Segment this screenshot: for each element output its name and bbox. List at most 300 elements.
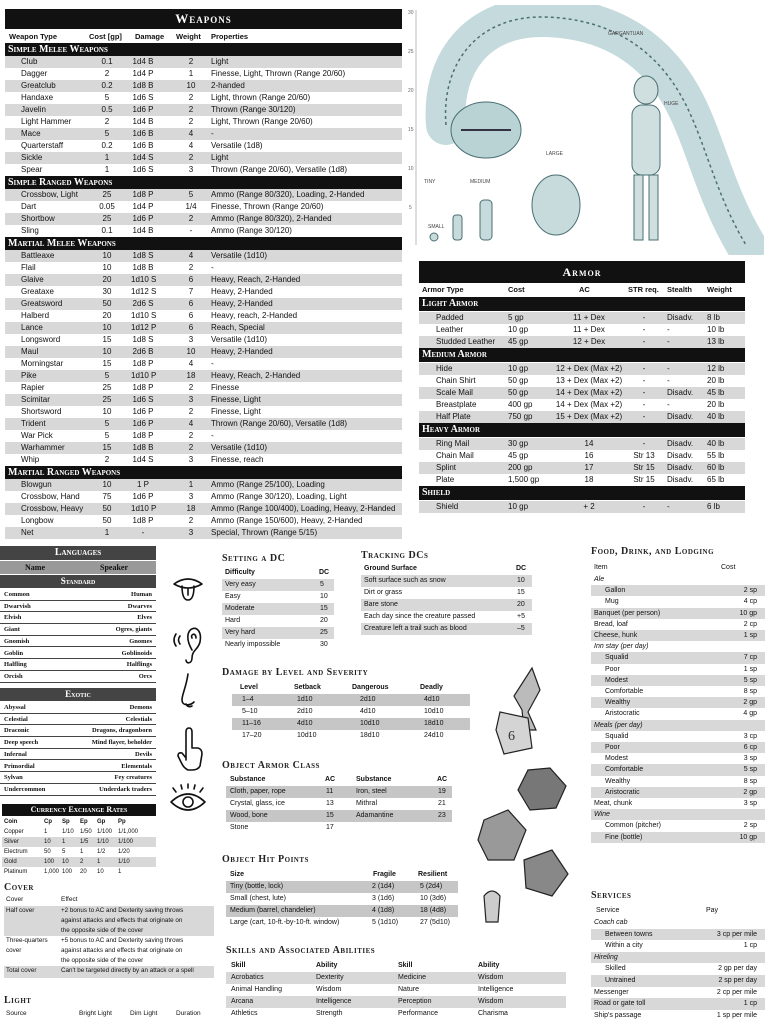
armor-ac: 12 + Dex [572, 337, 606, 346]
object-hp-header-row [222, 869, 458, 881]
weapon-cost: 1 [104, 153, 110, 162]
language-name: Elvish [4, 614, 22, 622]
services-cost: 2 gp per day [718, 965, 757, 973]
cover-effect: the opposite side of the cover [61, 957, 144, 964]
currency-header: Pp [118, 819, 126, 825]
armor-str: - [642, 502, 646, 511]
weapon-row [5, 406, 402, 418]
weapon-cost: 10 [102, 263, 112, 272]
food-header-row [591, 562, 765, 574]
object-ac-header-ac2: AC [437, 776, 448, 783]
languages-title: Languages [0, 546, 156, 560]
food-row [591, 720, 765, 731]
dc-row [222, 591, 334, 603]
weapon-damage: 2d6 B [132, 347, 154, 356]
currency-row [2, 847, 156, 857]
food-cost: 2 cp [743, 620, 757, 628]
language-speaker: Dragons, dragonborn [92, 727, 152, 735]
weapons-header-weight: Weight [176, 32, 201, 41]
weapon-damage: 2d6 S [132, 299, 154, 308]
weapon-cost: 0.2 [101, 81, 113, 90]
food-cost: 3 sp [743, 755, 757, 763]
dc-difficulty: Moderate [225, 605, 255, 612]
weapon-name: Warhammer [21, 443, 65, 452]
tracking-header-dc: DC [516, 565, 527, 572]
light-table [4, 995, 214, 1023]
weapon-row [5, 491, 402, 503]
weapon-damage: 1d8 P [132, 383, 154, 392]
weapon-damage: 1d8 P [132, 431, 154, 440]
tracking-dc: 10 [517, 577, 525, 584]
weapons-body [5, 43, 402, 540]
weapon-properties: Versatile (1d10) [211, 335, 268, 344]
currency-header: Gp [97, 819, 106, 825]
services-row [591, 987, 765, 999]
language-name: Infernal [4, 750, 27, 758]
weapon-damage: 1d6 S [132, 165, 154, 174]
cover-header-effect: Effect [61, 896, 78, 903]
dc-difficulty: Hard [225, 617, 241, 624]
weapon-row [5, 104, 402, 116]
food-cost: 3 sp [743, 800, 757, 807]
weapon-damage: 1d10 S [131, 311, 157, 320]
armor-row [419, 399, 745, 411]
weapon-name: Pike [21, 371, 37, 380]
cover-effect: against attacks and effects that originate on [61, 947, 183, 954]
weapon-cost: 15 [102, 335, 112, 344]
currency-cell: 1 [62, 839, 66, 845]
food-cost: 2 sp [743, 587, 757, 595]
armor-weight: 8 lb [707, 313, 720, 322]
weapon-row [5, 382, 402, 394]
skills-header-skill2: Skill [398, 962, 413, 969]
services-item: Between towns [605, 930, 653, 938]
weapon-name: Rapier [21, 383, 45, 392]
dc-value: 10 [320, 593, 328, 600]
armor-weight: 45 lb [707, 388, 725, 397]
food-item: Cheese, hunk [594, 632, 638, 639]
weapon-weight: 2 [188, 214, 194, 223]
weapon-properties: 2-handed [211, 81, 245, 90]
object-hp-fragile: 4 (1d8) [372, 907, 395, 914]
object-ac-header-ac1: AC [325, 776, 336, 783]
language-name: Orcish [4, 672, 23, 680]
armor-str: Str 15 [633, 463, 655, 472]
skill-ability2: Wisdom [478, 974, 504, 981]
weapons-header-properties: Properties [211, 32, 249, 41]
label-tiny: TINY [424, 179, 436, 185]
weapon-row [5, 250, 402, 262]
size-tick-25: 25 [408, 49, 414, 55]
weapon-name: Scimitar [21, 395, 50, 404]
damage-row [232, 694, 470, 706]
currency-cell: 1/5 [80, 839, 89, 845]
weapon-weight: 4 [188, 129, 194, 138]
weapon-weight: 7 [188, 287, 194, 296]
object-hp-fragile: 5 (1d10) [372, 919, 399, 926]
armor-group-header: Shield [419, 486, 745, 500]
armor-name: Ring Mail [436, 439, 470, 448]
weapon-weight: 2 [188, 105, 194, 114]
size-tick-30: 30 [408, 10, 414, 16]
weapon-damage: 1d4 B [132, 226, 154, 235]
label-huge: HUGE [664, 101, 679, 107]
tracking-row [361, 587, 532, 599]
armor-cost: 10 gp [508, 364, 529, 373]
food-row [591, 731, 765, 742]
dc-difficulty: Very hard [225, 629, 255, 636]
weapon-cost: 5 [104, 129, 110, 138]
weapon-weight: 3 [188, 165, 194, 174]
weapon-damage: 1d12 S [131, 287, 157, 296]
object-hp-header-resilient: Resilient [418, 871, 448, 878]
damage-setback: 2d10 [297, 708, 313, 715]
object-hp-table [222, 854, 458, 932]
armor-cost: 750 gp [508, 412, 533, 421]
dc-value: 30 [320, 641, 328, 648]
weapon-properties: Finesse, Thrown (Range 20/60) [211, 202, 324, 211]
weapon-properties: Thrown (Range 30/120) [211, 105, 296, 114]
armor-cost: 45 gp [508, 451, 529, 460]
language-speaker: Gnomes [129, 637, 152, 645]
tracking-dc: +5 [517, 613, 525, 620]
armor-ac: 14 + Dex (Max +2) [555, 388, 623, 397]
skill-name2: Perception [398, 998, 432, 1005]
weapon-row [5, 286, 402, 298]
armor-str: - [642, 364, 646, 373]
object-hp-header-size: Size [230, 871, 245, 878]
weapon-row [5, 454, 402, 466]
object-ac-value2: 19 [438, 788, 446, 795]
weapon-name: Halberd [21, 311, 50, 320]
skill-name1: Animal Handling [231, 986, 282, 993]
weapon-damage: 1d8 S [132, 251, 154, 260]
size-tick-20: 20 [408, 88, 414, 94]
object-ac-substance2: Adamantine [356, 812, 394, 819]
size-tick-15: 15 [408, 127, 414, 133]
weapon-cost: 2 [104, 455, 110, 464]
damage-setback: 4d10 [297, 720, 313, 727]
weapon-name: Javelin [21, 105, 46, 114]
weapon-weight: 3 [188, 455, 194, 464]
tracking-dc: –5 [517, 625, 525, 632]
weapon-properties: Thrown (Range 20/60), Versatile (1d8) [211, 419, 348, 428]
weapon-cost: 25 [102, 383, 112, 392]
armor-str: - [642, 376, 646, 385]
armor-weight: 20 lb [707, 376, 725, 385]
services-header-row [591, 905, 765, 917]
services-row [591, 998, 765, 1010]
weapon-weight: 18 [186, 504, 196, 513]
armor-stealth: Disadv. [667, 388, 694, 397]
armor-weight: 6 lb [707, 502, 720, 511]
cover-row [4, 966, 214, 978]
language-row [0, 601, 156, 613]
object-ac-header-substance1: Substance [230, 776, 266, 783]
weapon-damage: 1d10 P [131, 504, 157, 513]
food-item: Squalid [605, 732, 629, 740]
damage-setback: 1d10 [297, 696, 313, 703]
label-small: SMALL [428, 224, 445, 230]
weapon-row [5, 92, 402, 104]
object-ac-value1: 15 [326, 812, 334, 819]
languages-exotic-label: Exotic [0, 688, 156, 701]
light-header-bright: Bright Light [79, 1010, 112, 1017]
weapon-weight: 4 [188, 359, 194, 368]
object-ac-row [226, 822, 452, 834]
hand-touch-icon [178, 728, 202, 770]
dc-difficulty: Easy [225, 593, 241, 600]
armor-row [419, 312, 745, 324]
tracking-row [361, 599, 532, 611]
language-name: Undercommon [4, 785, 46, 793]
dc-row [222, 615, 334, 627]
tracking-surface: Creature left a trail such as blood [364, 625, 467, 632]
food-item: Aristocratic [605, 788, 640, 796]
languages-standard-list [0, 589, 156, 683]
currency-cell: 1 [80, 849, 84, 855]
weapon-row [5, 225, 402, 237]
weapon-row [5, 310, 402, 322]
armor-stealth: - [667, 400, 670, 409]
weapon-cost: 1 [104, 528, 110, 537]
skill-name1: Athletics [231, 1010, 258, 1017]
armor-ac: 11 + Dex [573, 325, 605, 334]
currency-cell: Gold [4, 859, 17, 865]
damage-level: 5–10 [242, 708, 258, 715]
currency-cell: 100 [62, 869, 73, 875]
food-cost: 2 gp [743, 788, 757, 796]
weapon-cost: 10 [102, 323, 112, 332]
weapon-weight: 3 [188, 492, 194, 501]
weapon-damage: 1d6 P [132, 105, 154, 114]
currency-row [2, 857, 156, 867]
weapon-weight: 2 [188, 57, 194, 66]
object-ac-row [226, 786, 452, 798]
currency-cell: Copper [4, 829, 24, 835]
tracking-surface: Each day since the creature passed [364, 613, 476, 620]
armor-weight: 55 lb [707, 451, 725, 460]
weapon-name: Mace [21, 129, 41, 138]
object-ac-substance2: Mithral [356, 800, 378, 807]
services-item: Messenger [594, 988, 629, 996]
size-tick-10: 10 [408, 166, 414, 172]
armor-stealth: Disadv. [667, 313, 694, 322]
weapon-name: Dagger [21, 69, 48, 78]
currency-cell: 1/10 [97, 839, 109, 845]
weapon-cost: 2 [104, 69, 110, 78]
food-header-item: Item [594, 564, 608, 571]
weapon-properties: Light, thrown (Range 20/60) [211, 93, 311, 102]
armor-title: Armor [419, 261, 745, 283]
weapon-properties: Ammo (Range 25/100), Loading [211, 480, 325, 489]
weapon-row [5, 68, 402, 80]
armor-str: - [642, 439, 646, 448]
label-medium: MEDIUM [470, 179, 491, 185]
armor-stealth: - [667, 376, 670, 385]
armor-ac: 17 [584, 463, 594, 472]
dc-row [222, 603, 334, 615]
currency-cell: 1/20 [118, 849, 130, 855]
armor-stealth: - [667, 502, 670, 511]
object-hp-size: Small (chest, lute) [230, 895, 287, 902]
armor-row [419, 501, 745, 513]
weapon-weight: 2 [188, 383, 194, 392]
armor-weight: 20 lb [707, 400, 725, 409]
dc-value: 25 [320, 629, 328, 636]
services-body [591, 917, 765, 1024]
currency-cell: 1 [97, 859, 101, 865]
weapon-weight: 1 [188, 480, 194, 489]
skill-name1: Arcana [231, 998, 254, 1005]
services-item: Within a city [605, 942, 643, 950]
armor-ac: 11 + Dex [573, 313, 605, 322]
services-item: Hireling [594, 953, 618, 961]
weapon-row [5, 346, 402, 358]
weapon-properties: Heavy, 2-Handed [211, 347, 273, 356]
food-item: Bread, loaf [594, 620, 628, 628]
language-speaker: Elementals [121, 762, 152, 770]
weapon-cost: 0.5 [101, 105, 113, 114]
weapon-damage: 1d4 B [132, 117, 154, 126]
cover-name: Total cover [6, 967, 37, 974]
services-row [591, 963, 765, 975]
currency-cell: 10 [44, 839, 51, 845]
food-row [591, 809, 765, 820]
light-header-row [4, 1008, 214, 1020]
weapon-weight: 4 [188, 141, 194, 150]
currency-title: Currency Exchange Rates [2, 804, 156, 816]
weapon-damage: 1d6 P [132, 492, 154, 501]
weapon-cost: 75 [102, 492, 112, 501]
large-troll-icon [532, 175, 580, 235]
cover-header-row [4, 894, 214, 906]
medium-figure-icon [480, 200, 492, 240]
armor-cost: 50 gp [508, 388, 529, 397]
weapon-damage: 1d6 P [132, 419, 154, 428]
dc-value: 20 [320, 617, 328, 624]
armor-row [419, 462, 745, 474]
language-speaker: Celestials [125, 715, 152, 723]
tracking-header-row [361, 563, 532, 575]
object-hp-size: Large (cart, 10-ft.-by-10-ft. window) [230, 919, 340, 926]
food-row [591, 686, 765, 697]
services-cost: 3 cp per mile [716, 930, 757, 938]
language-name: Gnomish [4, 637, 30, 645]
language-speaker: Elves [137, 614, 152, 622]
food-row [591, 708, 765, 719]
weapon-damage: 1d8 P [132, 190, 154, 199]
armor-str: - [642, 325, 646, 334]
skill-ability1: Wisdom [316, 986, 342, 993]
object-ac-substance1: Crystal, glass, ice [230, 800, 285, 807]
weapon-row [5, 56, 402, 68]
armor-weight: 13 lb [707, 337, 725, 346]
object-hp-fragile: 2 (1d4) [372, 883, 395, 890]
weapon-properties: Finesse, reach [211, 455, 264, 464]
object-hp-row [226, 881, 458, 893]
weapon-properties: Ammo (Range 30/120), Loading, Light [211, 492, 347, 501]
weapon-properties: Heavy, Reach, 2-Handed [211, 275, 301, 284]
currency-cell: 1/50 [80, 829, 92, 835]
weapon-weight: 4 [188, 419, 194, 428]
weapon-cost: 5 [104, 371, 110, 380]
language-row [0, 725, 156, 737]
tracking-header-surface: Ground Surface [364, 565, 417, 572]
setting-dc-header-dc: DC [319, 569, 330, 576]
dice-illustration [470, 660, 580, 940]
currency-cell: Electrum [4, 849, 28, 855]
services-row [591, 917, 765, 929]
weapon-weight: 10 [186, 347, 196, 356]
object-hp-resilient: 27 (5d10) [420, 919, 450, 926]
weapons-table [5, 9, 402, 540]
language-name: Draconic [4, 727, 30, 735]
food-row [591, 742, 765, 753]
armor-ac: 12 + Dex (Max +2) [555, 364, 623, 373]
weapons-header-row [5, 31, 402, 43]
weapon-weight: 2 [188, 117, 194, 126]
damage-dangerous: 2d10 [360, 696, 376, 703]
food-cost: 8 sp [743, 777, 757, 785]
damage-deadly: 18d10 [424, 720, 444, 727]
language-row [0, 659, 156, 671]
languages-header-name: Name [25, 563, 45, 572]
armor-ac: 14 + Dex (Max +2) [555, 400, 623, 409]
skill-name2: Performance [398, 1010, 439, 1017]
nose-icon [182, 674, 194, 707]
armor-str: - [642, 388, 646, 397]
object-ac-title: Object Armor Class [222, 760, 320, 771]
armor-cost: 10 gp [508, 502, 529, 511]
weapon-name: Quarterstaff [21, 141, 64, 150]
language-row [0, 714, 156, 726]
language-speaker: Demons [129, 704, 152, 711]
damage-dangerous: 10d10 [360, 720, 380, 727]
services-header-service: Service [596, 907, 620, 914]
skill-ability1: Strength [316, 1010, 343, 1017]
weapon-cost: 50 [102, 516, 112, 525]
weapon-row [5, 479, 402, 491]
language-row [0, 737, 156, 749]
food-row [591, 798, 765, 809]
cover-effect: +5 bonus to AC and Dexterity saving throws [61, 937, 184, 944]
armor-stealth: Disadv. [667, 463, 694, 472]
weapon-properties: Special, Thrown (Range 5/15) [211, 528, 318, 537]
object-ac-value1: 11 [326, 788, 334, 795]
food-row [591, 574, 765, 585]
weapon-cost: 0.05 [99, 202, 115, 211]
object-hp-size: Medium (barrel, chandelier) [230, 907, 316, 914]
language-row [0, 648, 156, 660]
tracking-surface: Bare stone [364, 601, 398, 608]
weapons-group-header: Martial Ranged Weapons [5, 466, 402, 479]
object-ac-value2: 23 [438, 812, 446, 819]
language-row [0, 749, 156, 761]
cover-name: Three-quarters [6, 937, 48, 944]
skill-ability2: Intelligence [478, 986, 514, 993]
weapon-name: Dart [21, 202, 37, 211]
weapon-weight: - [189, 226, 193, 235]
languages-standard-label: Standard [0, 575, 156, 588]
food-item: Fine (bottle) [605, 833, 643, 841]
armor-str: Str 15 [633, 475, 655, 484]
currency-row [2, 867, 156, 877]
armor-weight: 40 lb [707, 412, 725, 421]
food-cost: 4 gp [743, 710, 757, 718]
small-figure-icon [453, 215, 462, 240]
armor-str: - [642, 412, 646, 421]
